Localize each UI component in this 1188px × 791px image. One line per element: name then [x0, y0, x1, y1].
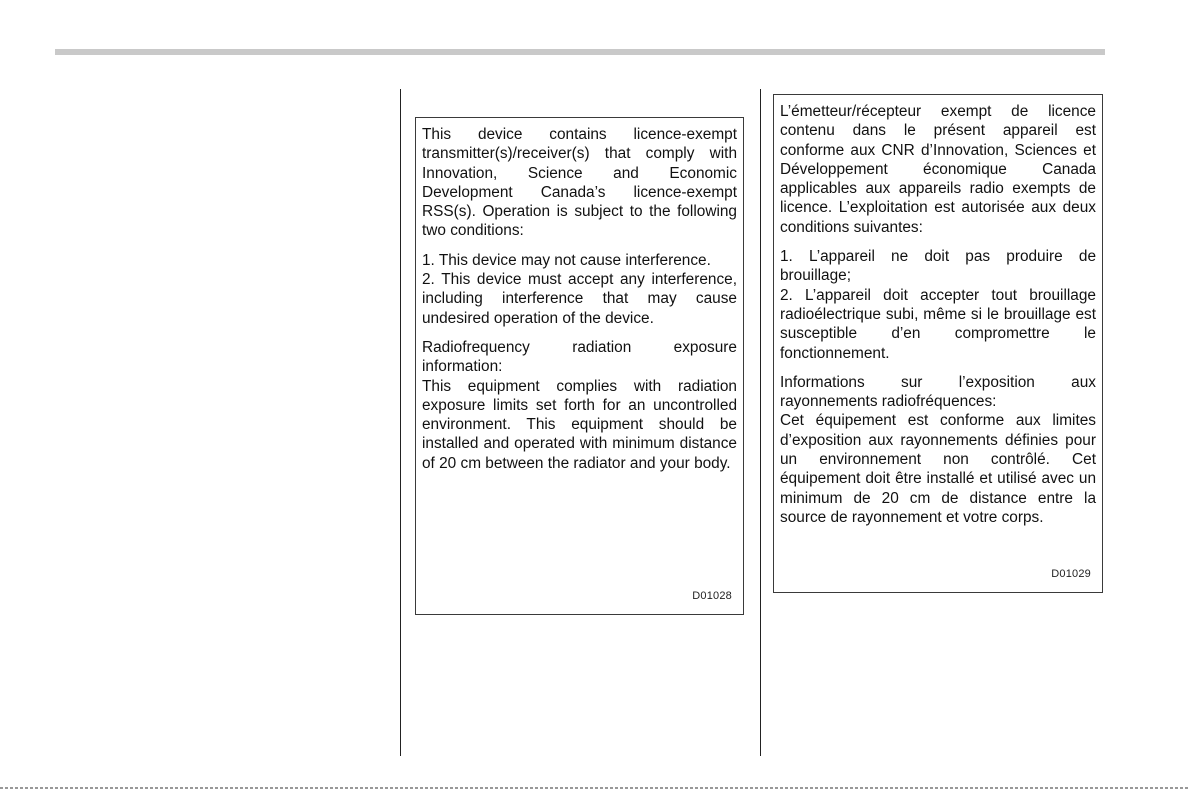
french-condition-2: 2. L’appareil doit accepter tout brouillage radioélectrique subi, même si le brouillage est susceptible d’en compromettre le fonctionnement.	[780, 286, 1096, 362]
column-divider-left	[400, 89, 401, 756]
english-condition-1: 1. This device may not cause interference.	[422, 251, 711, 269]
french-exposure-heading: Informations sur l’exposition aux rayonnements radiofréquences:	[780, 373, 1096, 411]
footer-dotted-rule	[0, 787, 1188, 789]
english-condition-2: 2. This device must accept any interference, including interference that may cause undesired operation of the device.	[422, 271, 737, 327]
english-exposure-text: This equipment complies with radiation exposure limits set forth for an uncontrolled environment. This equipment should be installed and operated with minimum distance of 20 cm between the radiator and your body.	[422, 377, 737, 472]
french-condition-1: 1. L’appareil ne doit pas produire de brouillage;	[780, 248, 1096, 285]
french-exposure-text: Cet équipement est conforme aux limites d’exposition aux rayonnements définies pour un environnement non contrôlé. Cet équipement doit être installé et utilisé avec un minimum de 20 cm de distance entre la source de rayonnement et votre corps.	[780, 412, 1096, 526]
english-notice-intro: This device contains licence-exempt transmitter(s)/receiver(s) that comply with Innovation, Science and Economic Development Canada’s licence-exempt RSS(s). Operation is subject to the following two conditions:	[422, 126, 737, 240]
header-rule	[55, 49, 1105, 55]
french-notice-intro: L’émetteur/récepteur exempt de licence contenu dans le présent appareil est conforme aux CNR d’Innovation, Sciences et Développement économique Canada applicables aux appareils radio exempts de licence. L’exploitation est autorisée aux deux conditions suivantes:	[780, 103, 1096, 236]
french-figure-id: D01029	[1051, 567, 1091, 580]
column-divider-right	[760, 89, 761, 756]
french-regulatory-notice	[773, 94, 1103, 593]
english-exposure-heading: Radiofrequency radiation exposure information:	[422, 338, 737, 376]
english-figure-id: D01028	[692, 589, 732, 602]
english-regulatory-notice	[415, 117, 744, 615]
